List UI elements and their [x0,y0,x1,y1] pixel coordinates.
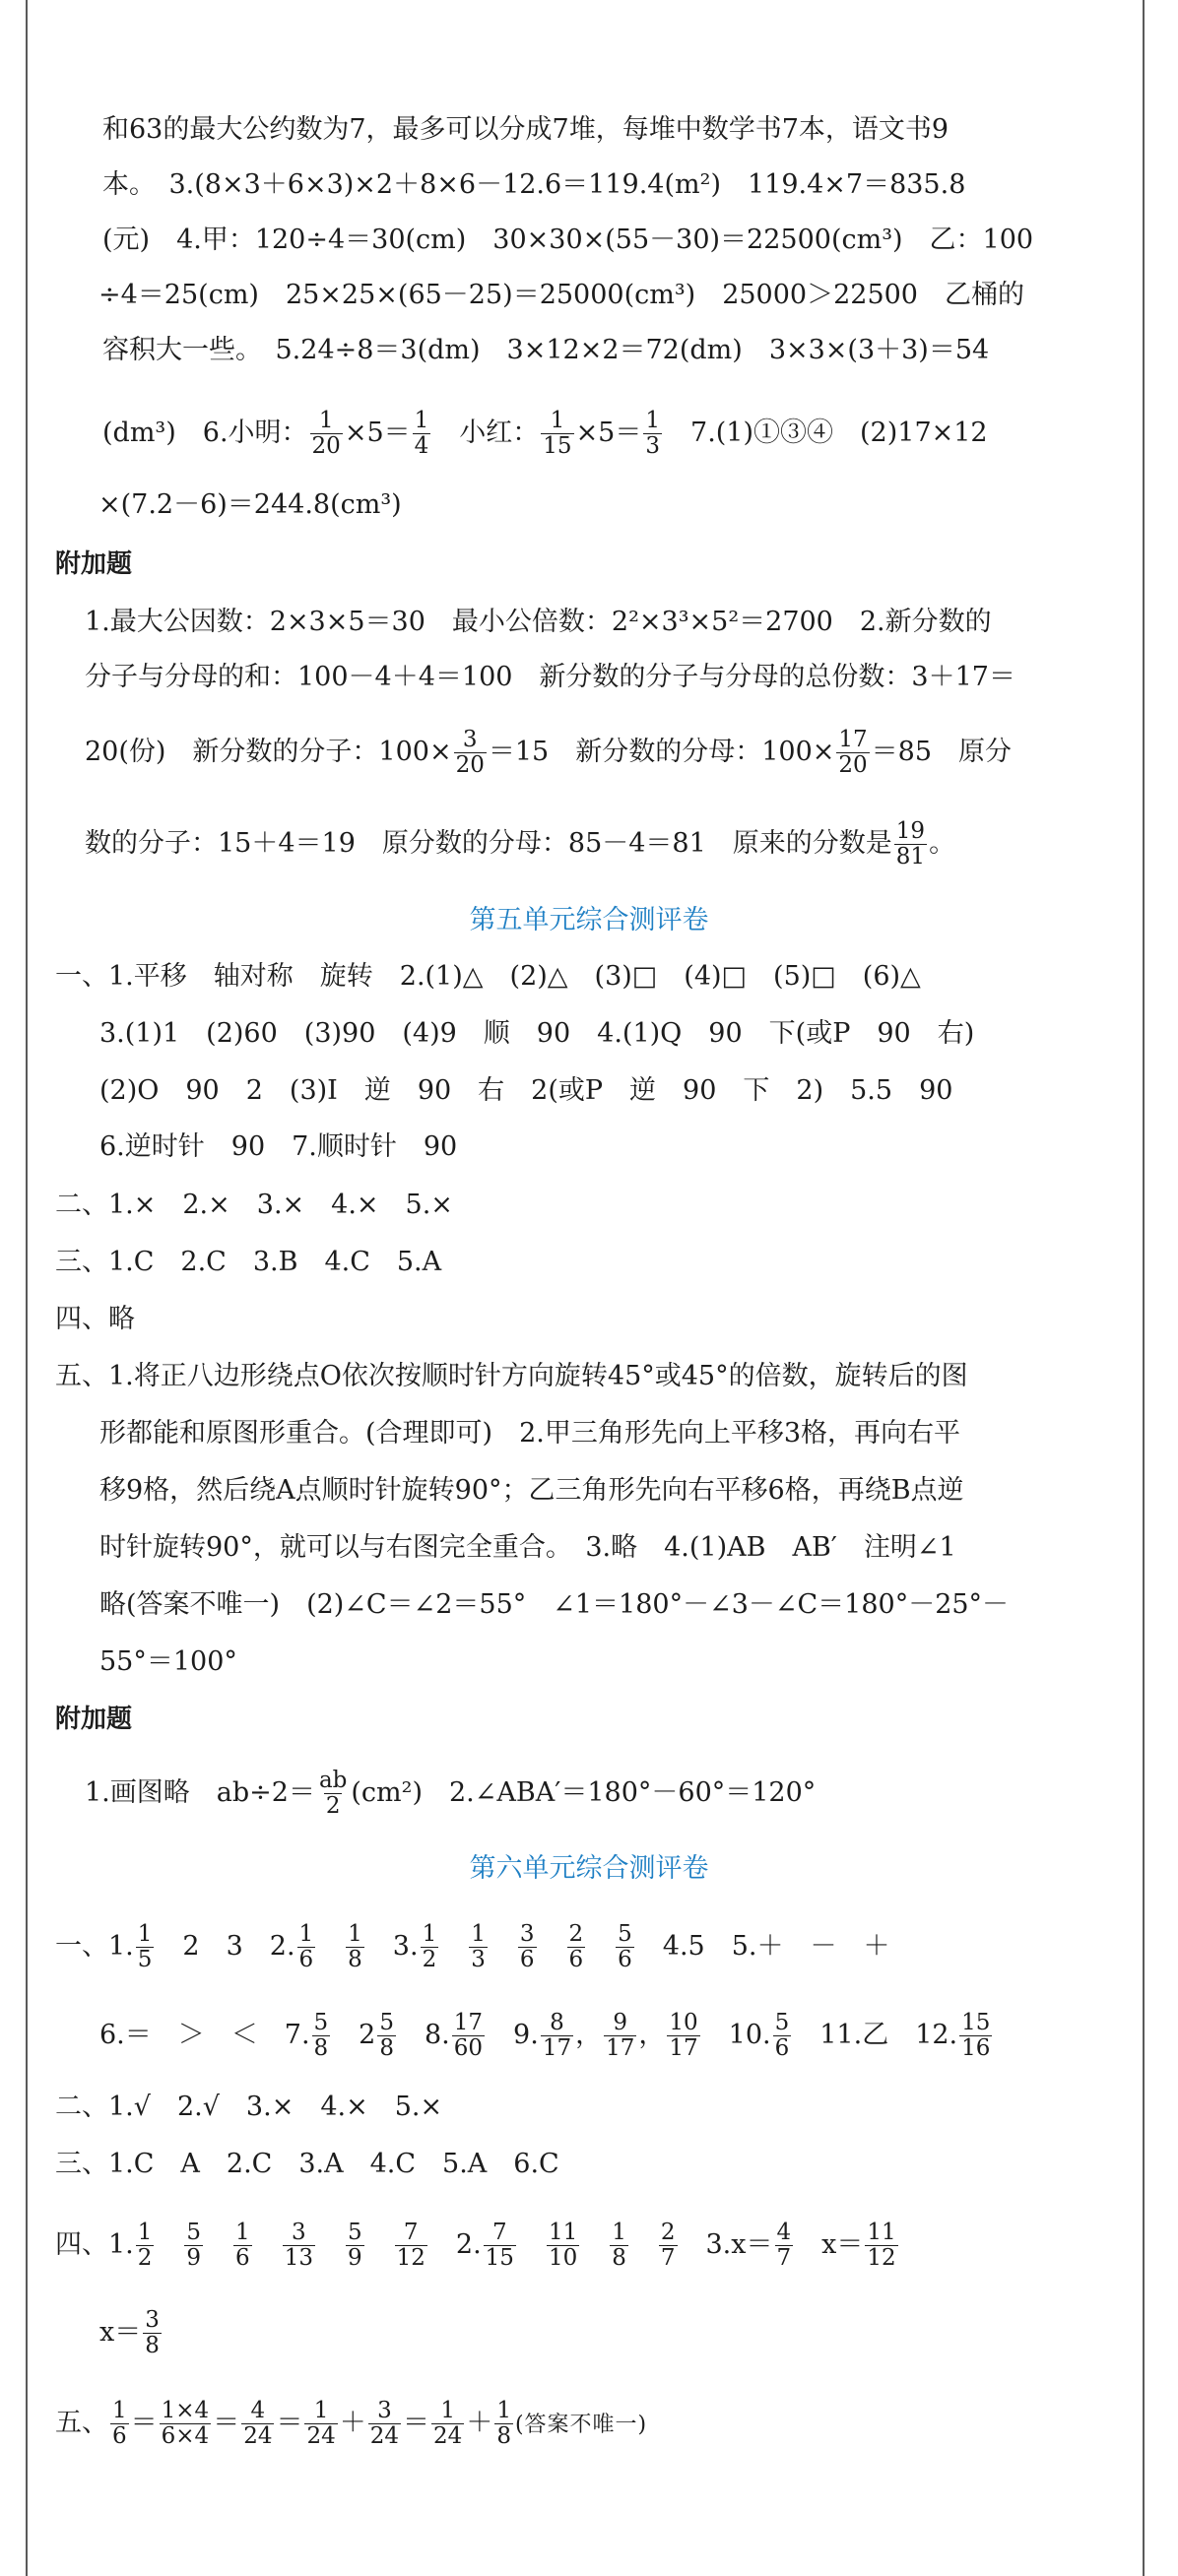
fraction: $\frac{1}{5}$ [137,1921,153,1972]
fraction: $\frac{4}{24}$ [243,2398,273,2449]
text-line: 形都能和原图形重合。(合理即可) 2.甲三角形先向上平移3格，再向右平 [73,1418,961,1449]
text-line: 时针旋转90°，就可以与右图完全重合。 3.略 4.(1)AB AB′ 注明∠1 [73,1532,956,1563]
fraction: $\frac{1}{3}$ [645,408,661,459]
fraction: $\frac{10}{17}$ [669,2010,698,2061]
fraction: $\frac{5}{6}$ [618,1921,632,1972]
fraction: $\frac{17}{60}$ [453,2010,484,2061]
fraction: $\frac{1}{6}$ [235,2220,250,2271]
text-line-with-fractions: x＝ $\frac{3}{8}$ [73,2307,160,2358]
text-line-with-fractions: 四、1. $\frac{1}{2}$ $\frac{5}{9}$ $\frac{1}{6}$ $\frac{3}{13}$ $\frac{5}{9}$ $\frac{7}{12}$ 2. $\frac{7}{15}$ $\frac{11}{10}$ $\frac{1}{8}$ $\frac{2}{7}$ 3.x＝ $\frac{4}{7}$ x＝ $\frac{11}{12}$ [55,2220,896,2271]
text-line: (2)O 90 2 (3)I 逆 90 右 2(或P 逆 90 下 2) 5.5 90 [73,1075,953,1106]
section-heading-bonus: 附加题 [55,549,133,579]
text-line-with-fractions: 20(份) 新分数的分子：100× $\frac{3}{20}$ ＝15 新分数的分母：100× $\frac{17}{20}$ ＝85 原分 [85,727,1013,778]
fraction: $\frac{7}{12}$ [396,2220,425,2271]
text-line-with-fractions: (dm³) 6.小明： $\frac{1}{20}$ ×5＝ $\frac{1}{4}$ 小红： $\frac{1}{15}$ ×5＝ $\frac{1}{3}$ 7.(1)①③④ (2)17×12 [102,408,988,459]
unit-5-title: 第五单元综合测评卷 [469,905,709,935]
text-line: 二、1.× 2.× 3.× 4.× 5.× [55,1190,453,1220]
fraction: $\frac{5}{8}$ [313,2010,329,2061]
unit-6-title: 第六单元综合测评卷 [469,1853,709,1884]
fraction: $\frac{1}{24}$ [433,2398,463,2449]
fraction: $\frac{3}{8}$ [145,2307,160,2358]
fraction: $\frac{1}{3}$ [471,1921,486,1972]
text-line-with-fractions: 数的分子：15＋4＝19 原分数的分母：85－4＝81 原来的分数是 $\frac{19}{81}$ 。 [85,818,956,869]
fraction: $\frac{5}{9}$ [347,2220,362,2271]
text-line-with-fractions: 五、 $\frac{1}{6}$ ＝ $\frac{1\times 4}{6\times 4}$ ＝ $\frac{4}{24}$ ＝ $\frac{1}{24}$ ＋ $\frac{3}{24}$ ＝ $\frac{1}{24}$ ＋ $\frac{1}{8}$ (答案不唯一) [55,2398,648,2449]
fraction: $\frac{7}{15}$ [485,2220,514,2271]
fraction: $\frac{8}{17}$ [542,2010,572,2061]
fraction: $\frac{2}{7}$ [660,2220,676,2271]
text-line: (元) 4.甲：120÷4＝30(cm) 30×30×(55－30)＝22500(cm³) 乙：100 [102,225,1034,255]
text-line: 分子与分母的和：100－4＋4＝100 新分数的分子与分母的总份数：3＋17＝ [85,662,1015,692]
fraction: $\frac{1}{24}$ [306,2398,336,2449]
text-line: ×(7.2－6)＝244.8(cm³) [98,489,402,520]
text-line-with-fractions: 1.画图略 ab÷2＝ $\frac{ab}{2}$ (cm²) 2.∠ABA′＝180°－60°＝120° [85,1768,817,1819]
fraction: $\frac{15}{16}$ [961,2010,991,2061]
fraction: $\frac{1}{8}$ [612,2220,626,2271]
fraction: $\frac{1}{6}$ [298,1921,314,1972]
text-line: 本。 3.(8×3＋6×3)×2＋8×6－12.6＝119.4(m²) 119.4×7＝835.8 [102,169,966,200]
fraction: $\frac{17}{20}$ [838,727,868,778]
fraction: $\frac{3}{20}$ [455,727,485,778]
fraction: $\frac{3}{13}$ [284,2220,313,2271]
fraction: $\frac{3}{6}$ [519,1921,535,1972]
text-line: 四、略 [55,1304,135,1334]
fraction: $\frac{1\times 4}{6\times 4}$ [161,2398,210,2449]
fraction: $\frac{1}{8}$ [496,2398,511,2449]
text-line-with-fractions: 6.＝ ＞ ＜ 7. $\frac{5}{8}$ 2 $\frac{5}{8}$ 8. $\frac{17}{60}$ 9. $\frac{8}{17}$ ， $\frac{9}{17}$ ， $\frac{10}{17}$ 10. $\frac{5}{6}$ 11.乙 12. $\frac{15}{16}$ [73,2010,991,2061]
text-line: 和63的最大公约数为7，最多可以分成7堆，每堆中数学书7本，语文书9 [102,114,949,145]
fraction: $\frac{5}{6}$ [774,2010,790,2061]
text-line: 1.最大公因数：2×3×5＝30 最小公倍数：2²×3³×5²＝2700 2.新分数的 [85,607,992,637]
fraction: $\frac{1}{2}$ [422,1921,437,1972]
fraction: $\frac{1}{6}$ [112,2398,127,2449]
fraction: $\frac{5}{8}$ [379,2010,394,2061]
fraction: $\frac{1}{8}$ [348,1921,362,1972]
text-line: 6.逆时针 90 7.顺时针 90 [73,1131,458,1162]
fraction: $\frac{1}{4}$ [414,408,429,459]
text-line: 一、1.平移 轴对称 旋转 2.(1)△ (2)△ (3)□ (4)□ (5)□ (6)△ [55,961,921,992]
text-line: ÷4＝25(cm) 25×25×(65－25)＝25000(cm³) 25000＞22500 乙桶的 [98,280,1024,310]
right-margin-rule [1143,0,1145,2576]
text-line-with-fractions: 一、1. $\frac{1}{5}$ 2 3 2. $\frac{1}{6}$ $\frac{1}{8}$ 3. $\frac{1}{2}$ $\frac{1}{3}$ $\frac{3}{6}$ $\frac{2}{6}$ $\frac{5}{6}$ 4.5 5.＋ － ＋ [55,1921,890,1972]
text-line: 三、1.C A 2.C 3.A 4.C 5.A 6.C [55,2149,559,2179]
fraction: $\frac{ab}{2}$ [318,1768,348,1819]
fraction: $\frac{1}{2}$ [137,2220,153,2271]
fraction: $\frac{11}{10}$ [548,2220,578,2271]
text-line: 略(答案不唯一) (2)∠C＝∠2＝55° ∠1＝180°－∠3－∠C＝180°－25°－ [73,1589,1010,1620]
fraction: $\frac{3}{24}$ [369,2398,400,2449]
fraction: $\frac{4}{7}$ [776,2220,792,2271]
fraction: $\frac{19}{81}$ [895,818,926,869]
fraction: $\frac{1}{20}$ [311,408,341,459]
text-line: 容积大一些。 5.24÷8＝3(dm) 3×12×2＝72(dm) 3×3×(3＋3)＝54 [102,335,990,365]
text-line: 三、1.C 2.C 3.B 4.C 5.A [55,1247,442,1277]
text-line: 移9格，然后绕A点顺时针旋转90°；乙三角形先向右平移6格，再绕B点逆 [73,1475,964,1506]
text-line: 五、1.将正八边形绕点O依次按顺时针方向旋转45°或45°的倍数，旋转后的图 [55,1361,968,1391]
fraction: $\frac{5}{9}$ [186,2220,202,2271]
fraction: $\frac{9}{17}$ [606,2010,635,2061]
left-margin-rule [26,0,28,2576]
text-line: 3.(1)1 (2)60 (3)90 (4)9 顺 90 4.(1)Q 90 下(或P 90 右) [73,1018,975,1049]
fraction: $\frac{2}{6}$ [568,1921,584,1972]
text-line: 二、1.√ 2.√ 3.× 4.× 5.× [55,2092,443,2122]
section-heading-bonus: 附加题 [55,1705,133,1734]
fraction: $\frac{11}{12}$ [867,2220,896,2271]
text-line: 55°＝100° [73,1646,237,1677]
fraction: $\frac{1}{15}$ [543,408,572,459]
